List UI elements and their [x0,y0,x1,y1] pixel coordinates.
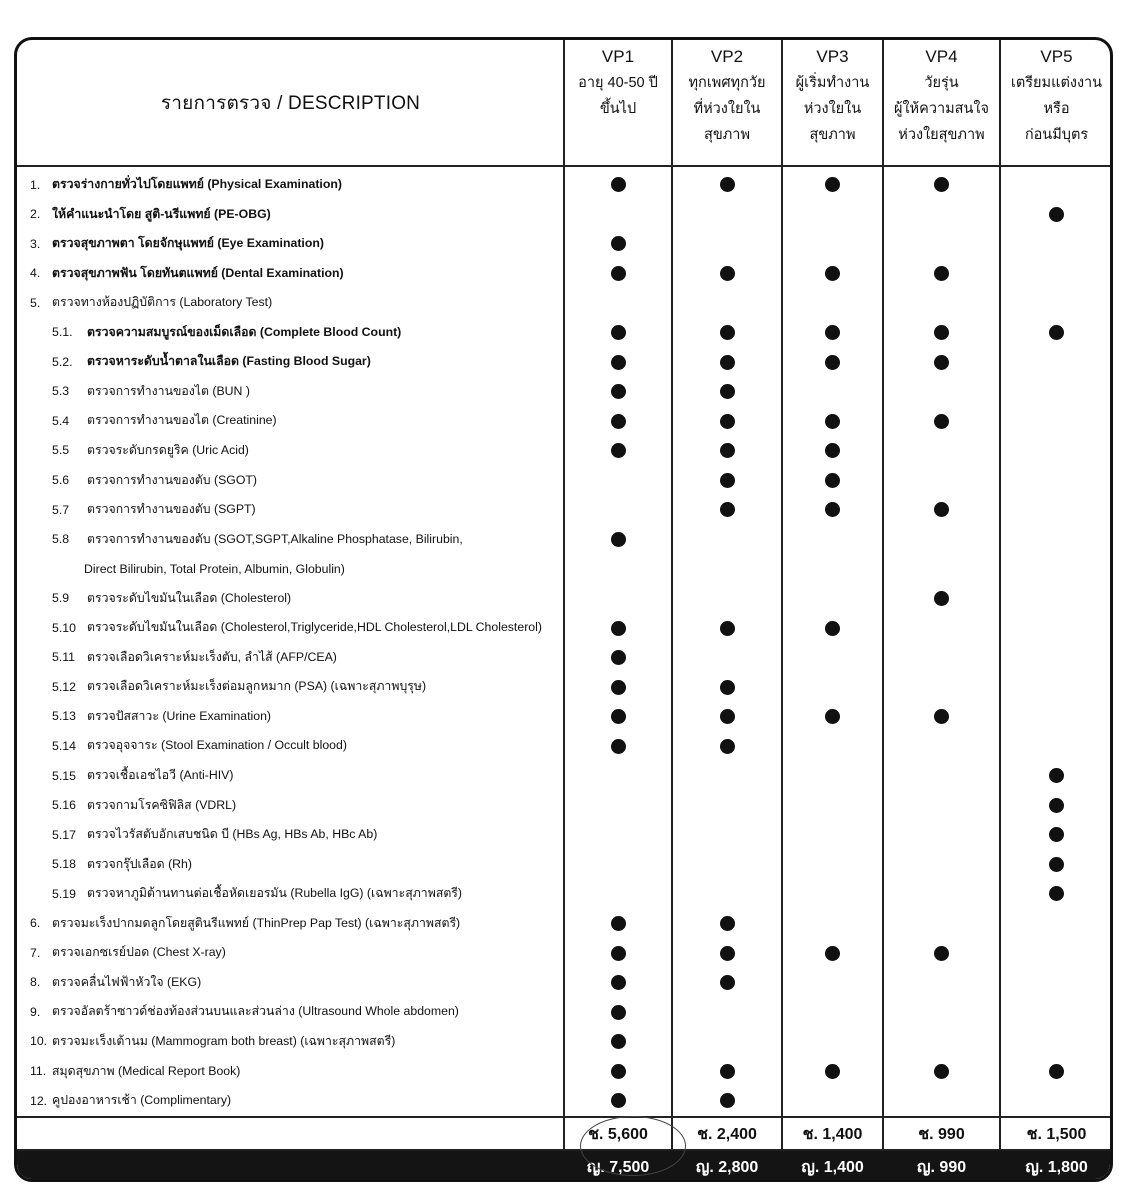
included-dot-icon [611,532,626,547]
exam-row [17,495,599,524]
exam-row [17,1027,577,1056]
exam-label: ตรวจระดับกรดยูริค (Uric Acid) [87,442,249,457]
exam-row [17,318,599,347]
exam-label: ตรวจเลือดวิเคราะห์มะเร็งตับ, ลำไส้ (AFP/CEA) [87,649,337,664]
exam-row [17,377,599,406]
exam-label: ตรวจการทำงานของตับ (SGOT) [87,472,258,487]
exam-row [17,406,599,435]
included-dot-icon [825,355,840,370]
exam-label: ตรวจสุขภาพตา โดยจักษุแพทย์ (Eye Examination) [52,236,324,251]
exam-number: 5.13 [52,709,76,724]
included-dot-icon [825,709,840,724]
exam-number: 4. [30,266,41,281]
included-dot-icon [611,709,626,724]
exam-row [17,731,599,760]
exam-number: 5.16 [52,798,76,813]
included-dot-icon [611,1064,626,1079]
exam-number: 5.3 [52,384,70,399]
exam-number: 5.2. [52,354,73,369]
exam-label: ตรวจเลือดวิเคราะห์มะเร็งต่อมลูกหมาก (PSA) (เฉพาะสุภาพบุรุษ) [87,679,427,694]
exam-number: 5.11 [52,650,76,665]
exam-number: 3. [30,236,41,251]
column-divider [781,40,783,1179]
included-dot-icon [1049,857,1064,872]
exam-number: 5.19 [52,886,76,901]
exam-label: ตรวจทางห้องปฏิบัติการ (Laboratory Test) [52,295,273,310]
exam-row [17,938,577,967]
package-code: VP5 [1040,47,1073,66]
package-subtitle-line: วัยรุ่น [924,75,959,91]
exam-number: 8. [30,975,41,990]
exam-label: ตรวจเอกซเรย์ปอด (Chest X-ray) [52,945,226,960]
included-dot-icon [825,325,840,340]
included-dot-icon [934,355,949,370]
exam-label: ตรวจอัลตร้าซาวด์ช่องท้องส่วนบนและส่วนล่าง (Ultrasound Whole abdomen) [52,1004,459,1019]
included-dot-icon [1049,768,1064,783]
exam-number: 11. [30,1064,47,1078]
exam-label: ตรวจระดับไขมันในเลือด (Cholesterol,Triglyceride,HDL Cholesterol,LDL Cholesterol) [87,620,542,635]
included-dot-icon [1049,886,1064,901]
exam-label: ตรวจสุขภาพฟัน โดยทันตแพทย์ (Dental Examination) [52,265,344,280]
row-divider [17,165,1110,167]
included-dot-icon [611,1005,626,1020]
package-subtitle-line: อายุ 40-50 ปี [578,75,658,91]
included-dot-icon [611,414,626,429]
exam-number: 5.6 [52,473,70,487]
included-dot-icon [720,739,735,754]
exam-number: 5.17 [52,827,76,842]
package-subtitle-line: ที่ห่วงใยใน [693,101,761,117]
exam-label: ตรวจอุจจาระ (Stool Examination / Occult blood) [87,738,347,753]
description-header: รายการตรวจ / DESCRIPTION [160,92,421,114]
female-price-1: ญ. 7,500 [586,1159,650,1176]
exam-row [17,791,599,820]
included-dot-icon [825,414,840,429]
included-dot-icon [934,946,949,961]
included-dot-icon [611,916,626,931]
included-dot-icon [611,236,626,251]
included-dot-icon [934,709,949,724]
included-dot-icon [720,502,735,517]
exam-row [17,259,577,288]
package-code: VP2 [710,47,744,66]
included-dot-icon [611,946,626,961]
included-dot-icon [1049,827,1064,842]
included-dot-icon [1049,1064,1064,1079]
exam-label: ตรวจการทำงานของตับ (SGPT) [87,502,256,517]
male-price-2: ช. 2,400 [697,1126,757,1143]
exam-number: 5.5 [52,443,70,458]
included-dot-icon [934,502,949,517]
included-dot-icon [720,1093,735,1108]
included-dot-icon [825,1064,840,1079]
exam-label: ตรวจการทำงานของตับ (SGOT,SGPT,Alkaline Phosphatase, Bilirubin, [87,531,463,546]
exam-label: ตรวจกามโรคซิฟิลิส (VDRL) [87,797,237,812]
included-dot-icon [611,355,626,370]
female-price-2: ญ. 2,800 [695,1159,759,1176]
exam-label: ตรวจมะเร็งเต้านม (Mammogram both breast) (เฉพาะสุภาพสตรี) [52,1033,396,1048]
exam-number: 5.12 [52,679,76,694]
exam-row [17,850,599,879]
included-dot-icon [934,266,949,281]
male-price-3: ช. 1,400 [802,1126,863,1143]
included-dot-icon [825,473,840,488]
included-dot-icon [720,414,735,429]
exam-label: ตรวจหาภูมิต้านทานต่อเชื้อหัดเยอรมัน (Rubella IgG) (เฉพาะสุภาพสตรี) [87,886,463,901]
package-subtitle-line: ห่วงใยใน [803,101,862,117]
exam-number: 6. [30,916,41,931]
exam-number: 10. [30,1034,48,1049]
package-header-vp1 [564,44,672,164]
exam-row [17,525,599,554]
included-dot-icon [611,325,626,340]
male-price-5: ช. 1,500 [1026,1126,1087,1143]
package-subtitle-line: หรือ [1043,101,1070,117]
package-table [14,37,1113,1182]
exam-row [17,1057,577,1086]
exam-label: ตรวจคลื่นไฟฟ้าหัวใจ (EKG) [52,974,202,989]
exam-row [17,672,599,701]
exam-number: 5.18 [52,857,76,872]
exam-number: 7. [30,945,41,960]
exam-row [17,909,577,938]
included-dot-icon [720,473,735,488]
exam-number: 5.8 [52,532,70,547]
package-subtitle-line: ผู้ให้ความสนใจ [893,101,989,117]
included-dot-icon [720,384,735,399]
exam-row [17,170,577,199]
female-price-3: ญ. 1,400 [801,1159,864,1176]
included-dot-icon [934,591,949,606]
package-header-vp4 [883,44,1000,164]
exam-number: 5.4 [52,413,70,428]
package-subtitle-line: ห่วงใยสุขภาพ [898,127,985,143]
package-subtitle-line: เตรียมแต่งงาน [1010,75,1103,91]
included-dot-icon [934,414,949,429]
exam-number: 9. [30,1004,41,1019]
included-dot-icon [1049,207,1064,222]
exam-label: ให้คำแนะนำโดย สูติ-นรีแพทย์ (PE-OBG) [52,206,271,221]
included-dot-icon [825,177,840,192]
included-dot-icon [934,1064,949,1079]
package-code: VP3 [816,47,849,66]
included-dot-icon [825,266,840,281]
exam-label: สมุดสุขภาพ (Medical Report Book) [52,1063,241,1078]
included-dot-icon [720,1064,735,1079]
column-divider [999,40,1001,1179]
included-dot-icon [825,621,840,636]
male-price-1: ช. 5,600 [588,1126,648,1143]
exam-number: 5. [30,295,41,310]
exam-number: 2. [30,207,41,222]
column-divider [563,40,565,1179]
exam-row [17,584,599,613]
column-divider [671,40,673,1179]
exam-label: Direct Bilirubin, Total Protein, Albumin, Globulin) [84,561,345,576]
included-dot-icon [720,266,735,281]
female-price-4: ญ. 990 [916,1159,967,1176]
exam-row [17,200,577,229]
exam-label: ตรวจมะเร็งปากมดลูกโดยสูตินรีแพทย์ (ThinPrep Pap Test) (เฉพาะสุภาพสตรี) [52,915,461,930]
exam-row [17,702,599,731]
included-dot-icon [611,680,626,695]
male-price-row [17,1118,1110,1151]
package-subtitle-line: ขึ้นไป [599,101,637,117]
included-dot-icon [720,916,735,931]
included-dot-icon [720,621,735,636]
included-dot-icon [934,325,949,340]
included-dot-icon [1049,798,1064,813]
included-dot-icon [720,443,735,458]
included-dot-icon [611,621,626,636]
package-code: VP4 [925,47,958,66]
exam-label: ตรวจเชื้อเอชไอวี (Anti-HIV) [87,768,234,782]
female-price-5: ญ. 1,800 [1025,1159,1088,1176]
included-dot-icon [720,355,735,370]
exam-label: ตรวจการทำงานของไต (BUN ) [87,383,250,398]
exam-row [17,643,599,672]
included-dot-icon [611,1034,626,1049]
included-dot-icon [720,177,735,192]
included-dot-icon [720,325,735,340]
included-dot-icon [825,443,840,458]
included-dot-icon [720,709,735,724]
exam-row [17,288,577,317]
exam-row [17,347,599,376]
included-dot-icon [934,177,949,192]
exam-number: 12. [30,1093,48,1108]
included-dot-icon [825,502,840,517]
exam-label: คูปองอาหารเช้า (Complimentary) [52,1093,232,1108]
column-divider [882,40,884,1179]
package-header-vp2 [672,44,782,164]
exam-row [17,613,599,642]
exam-label: ตรวจร่างกายทั่วไปโดยแพทย์ (Physical Examination) [52,177,342,191]
exam-number: 5.15 [52,768,76,783]
included-dot-icon [611,266,626,281]
included-dot-icon [720,975,735,990]
exam-row [17,968,577,997]
included-dot-icon [611,1093,626,1108]
exam-label: ตรวจหาระดับน้ำตาลในเลือด (Fasting Blood Sugar) [87,354,371,369]
included-dot-icon [611,650,626,665]
exam-row [17,820,599,849]
exam-number: 5.14 [52,738,76,753]
exam-row [17,997,577,1026]
package-subtitle-line: ผู้เริ่มทำงาน [795,75,870,91]
exam-row [17,1086,577,1115]
male-price-4: ช. 990 [918,1126,965,1143]
included-dot-icon [1049,325,1064,340]
exam-row [17,229,577,258]
exam-number: 1. [30,177,41,192]
included-dot-icon [825,946,840,961]
package-subtitle-line: ก่อนมีบุตร [1024,127,1089,143]
included-dot-icon [720,680,735,695]
included-dot-icon [611,384,626,399]
included-dot-icon [611,177,626,192]
included-dot-icon [720,946,735,961]
package-subtitle-line: สุขภาพ [703,127,751,143]
female-price-row [17,1151,1110,1182]
exam-label: ตรวจระดับไขมันในเลือด (Cholesterol) [87,590,292,605]
exam-label: ตรวจความสมบูรณ์ของเม็ดเลือด (Complete Blood Count) [87,324,402,339]
exam-row [17,436,599,465]
exam-label: ตรวจไวรัสตับอักเสบชนิด บี (HBs Ag, HBs Ab, HBc Ab) [87,827,378,842]
exam-row [17,761,599,790]
package-header-vp5 [1000,44,1113,164]
included-dot-icon [611,975,626,990]
package-header-vp3 [782,44,883,164]
exam-label: ตรวจการทำงานของไต (Creatinine) [87,413,277,428]
exam-label: ตรวจปัสสาวะ (Urine Examination) [87,708,272,723]
exam-row [17,879,599,908]
exam-number: 5.1. [52,325,73,340]
package-subtitle-line: ทุกเพศทุกวัย [688,75,766,91]
package-code: VP1 [601,47,635,66]
exam-number: 5.10 [52,620,76,635]
exam-row [17,466,599,495]
exam-label: ตรวจกรุ๊ปเลือด (Rh) [87,856,192,871]
included-dot-icon [611,739,626,754]
handwritten-circle-mark [580,1116,686,1176]
package-subtitle-line: สุขภาพ [809,127,856,143]
included-dot-icon [611,443,626,458]
exam-row [17,554,631,583]
exam-number: 5.7 [52,502,70,517]
exam-number: 5.9 [52,591,70,606]
